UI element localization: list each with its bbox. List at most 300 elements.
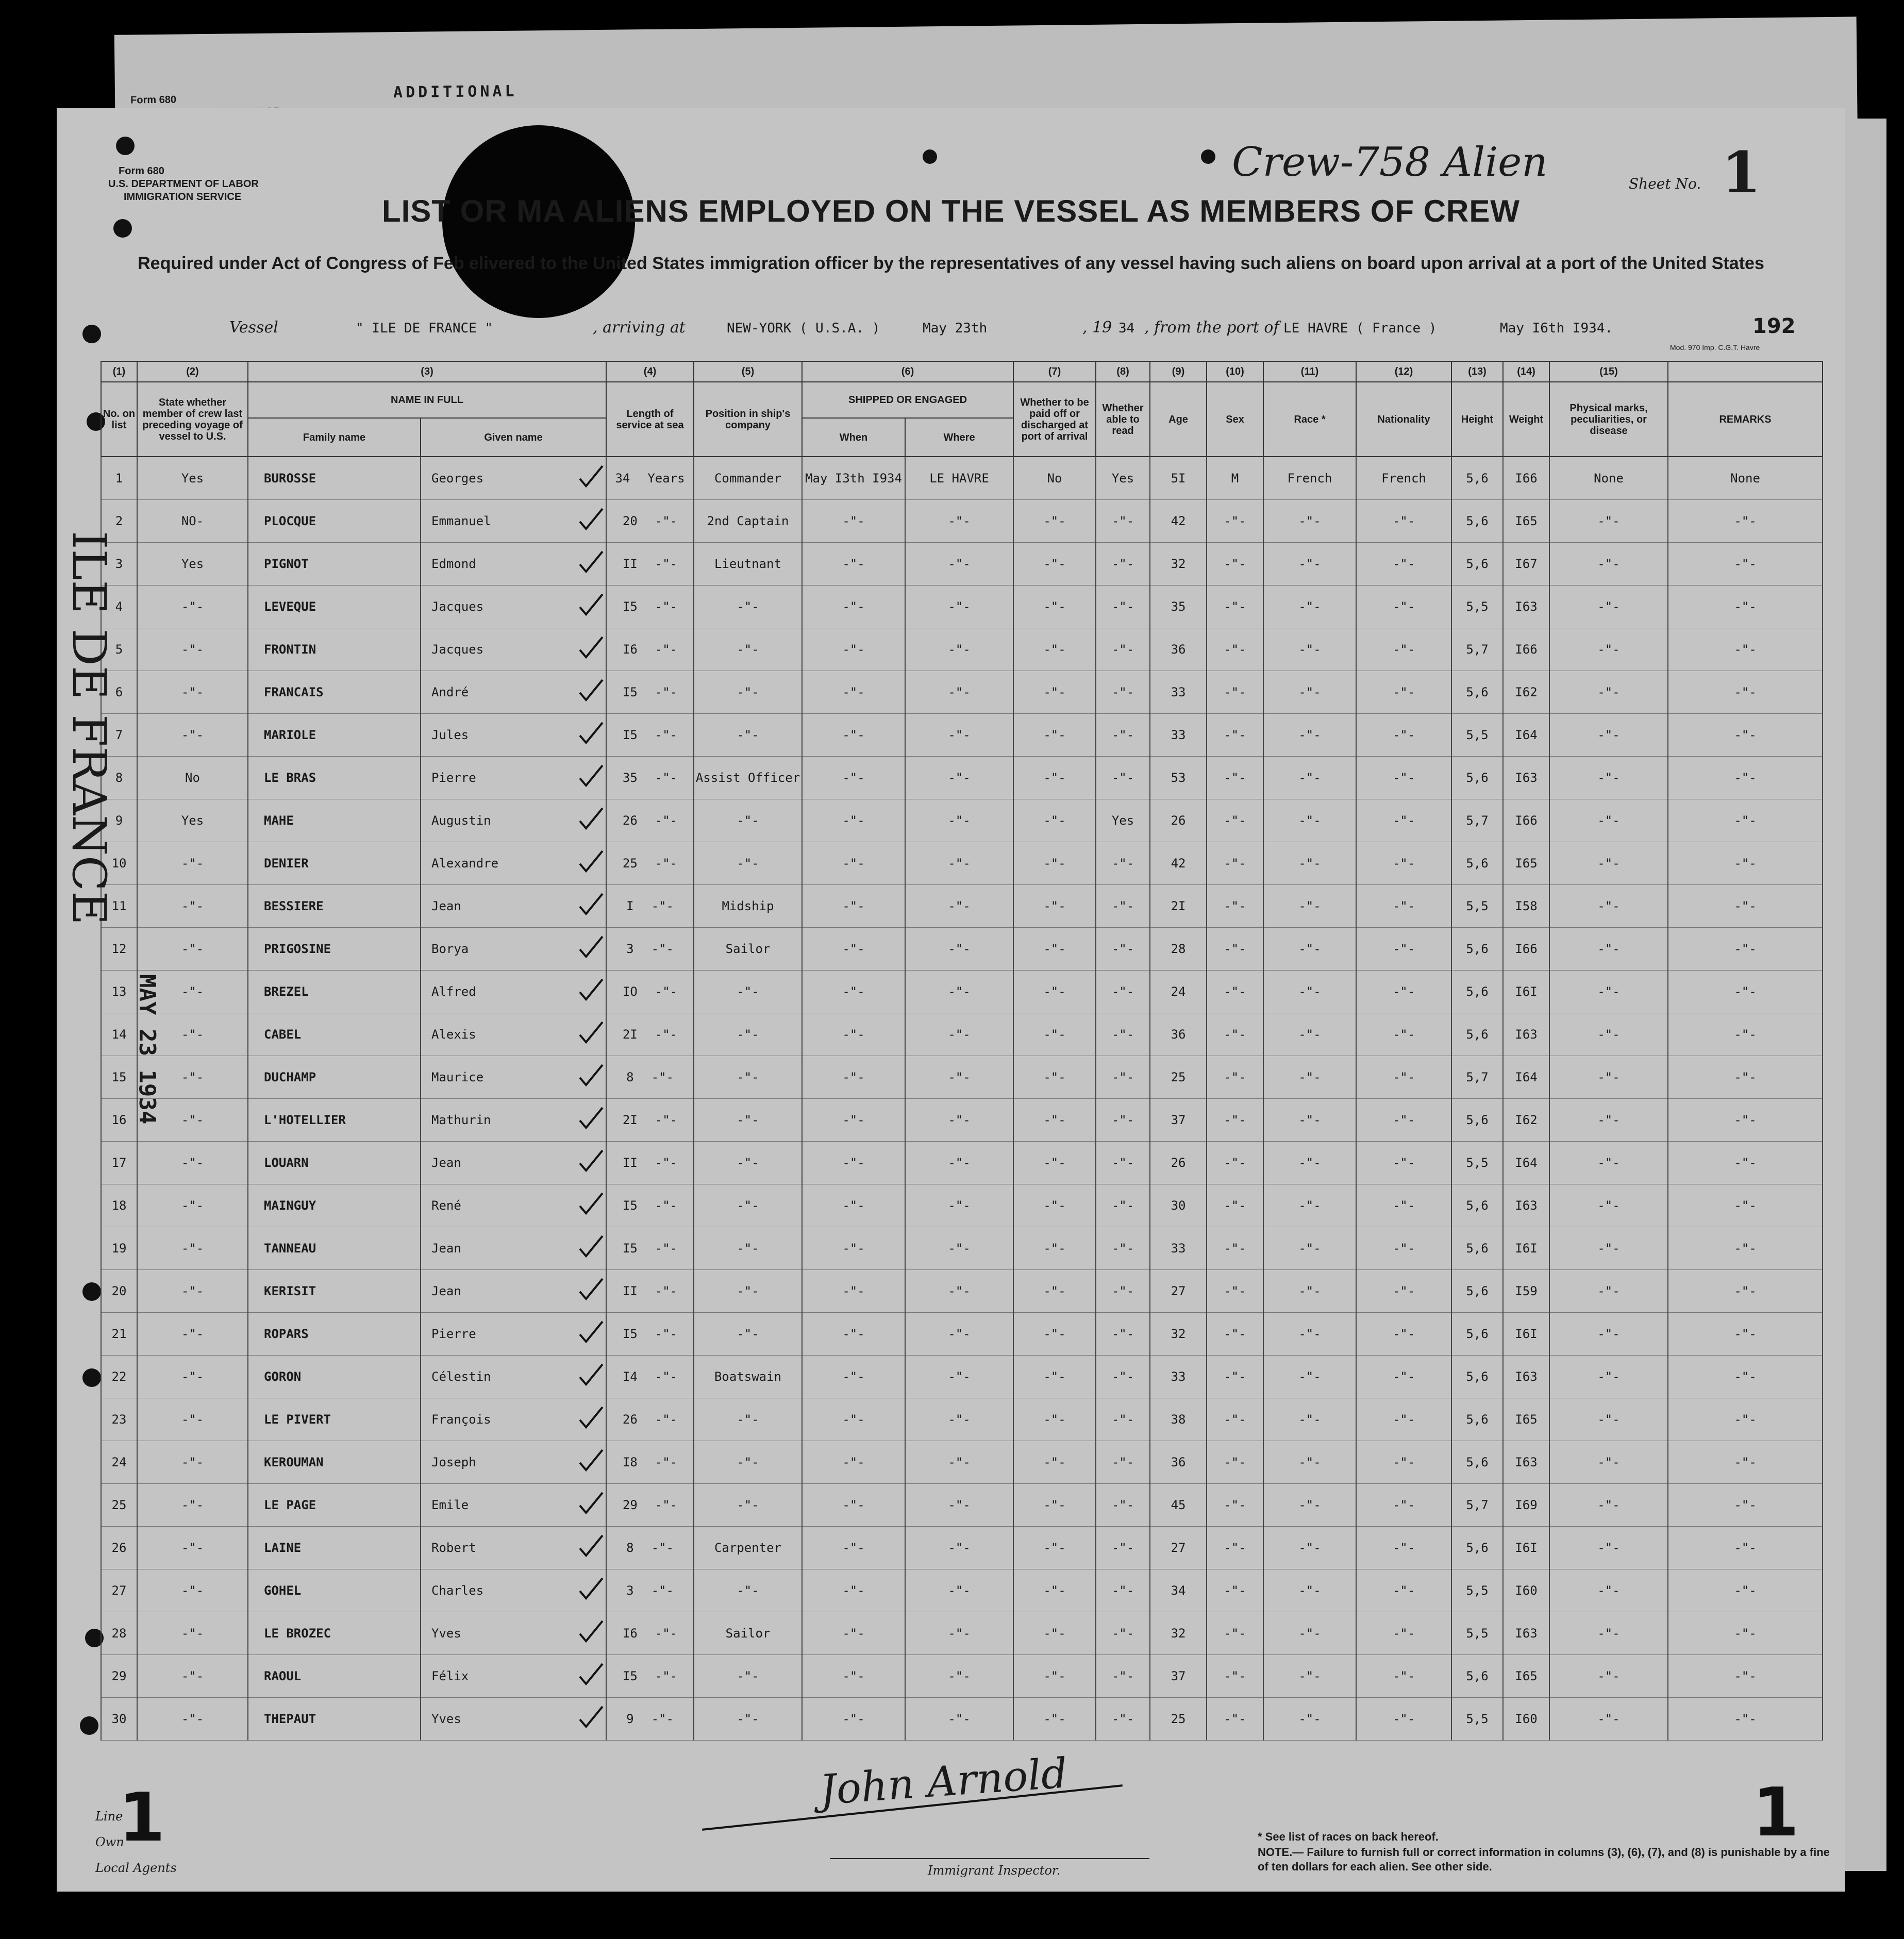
height-cell [1451, 586, 1503, 628]
position-cell [694, 1527, 802, 1569]
age: 53 [1171, 771, 1186, 785]
service-length [606, 1184, 694, 1227]
race: -"- [1298, 685, 1321, 699]
col-num-8: (8) [1096, 361, 1150, 382]
table-row [101, 1569, 1823, 1612]
last-voyage-cell [137, 928, 248, 971]
age-cell [1150, 1441, 1207, 1484]
family-name-cell [248, 1313, 421, 1356]
list-number: 4 [115, 599, 123, 614]
age-cell [1150, 1184, 1207, 1227]
last-voyage-cell [137, 500, 248, 543]
shipped-where: -"- [948, 856, 971, 871]
given-name: Alexis [431, 1027, 476, 1042]
service-unit: -"- [655, 728, 678, 742]
race-cell [1263, 842, 1356, 885]
weight: I64 [1515, 728, 1538, 742]
family-name: PLOCQUE [264, 514, 316, 528]
list-number-cell [101, 1569, 137, 1612]
physical-marks: -"- [1597, 899, 1620, 913]
paid-off: -"- [1043, 942, 1066, 956]
height-cell [1451, 1056, 1503, 1099]
position-cell [694, 1313, 802, 1356]
table-row [101, 1484, 1823, 1527]
nationality: -"- [1392, 1412, 1415, 1427]
remarks-cell [1668, 1227, 1823, 1270]
able-to-read: -"- [1111, 557, 1134, 571]
nationality: -"- [1392, 856, 1415, 871]
able-to-read-cell [1096, 586, 1150, 628]
race-cell [1263, 1356, 1356, 1398]
checkmark-icon [578, 507, 604, 530]
family-name: MAINGUY [264, 1198, 316, 1213]
position: Lieutnant [714, 557, 782, 571]
physical-marks-cell [1549, 1398, 1668, 1441]
able-to-read: -"- [1111, 856, 1134, 871]
position: -"- [737, 1327, 759, 1341]
sex-cell [1207, 1612, 1263, 1655]
year-prefix: , 19 [1082, 319, 1112, 337]
last-voyage: Yes [181, 557, 204, 571]
family-name: MARIOLE [264, 728, 316, 742]
shipped-where-cell [905, 1569, 1013, 1612]
service-years: I6 [622, 642, 638, 657]
sex: -"- [1224, 1327, 1246, 1341]
inspector-label: Immigrant Inspector. [928, 1863, 1061, 1878]
able-to-read-cell [1096, 1013, 1150, 1056]
list-number: 19 [111, 1241, 127, 1256]
able-to-read-cell [1096, 714, 1150, 757]
physical-marks-cell [1549, 1227, 1668, 1270]
height: 5,6 [1466, 471, 1489, 486]
paid-off-cell [1013, 671, 1096, 714]
height-cell [1451, 714, 1503, 757]
physical-marks-cell [1549, 1142, 1668, 1184]
line-label: Line [95, 1809, 123, 1824]
position-cell [694, 628, 802, 671]
paid-off: -"- [1043, 856, 1066, 871]
shipped-when-cell [802, 885, 905, 928]
race: -"- [1298, 856, 1321, 871]
service-length [606, 928, 694, 971]
nationality: -"- [1392, 1327, 1415, 1341]
list-number: 1 [115, 471, 123, 486]
position-cell [694, 500, 802, 543]
last-voyage: Yes [181, 471, 204, 486]
service-years: I5 [622, 1327, 638, 1341]
position-cell [694, 799, 802, 842]
list-number-cell [101, 1184, 137, 1227]
physical-marks-cell [1549, 1313, 1668, 1356]
remarks: -"- [1734, 1113, 1757, 1127]
sex: -"- [1224, 856, 1246, 871]
age-cell [1150, 928, 1207, 971]
shipped-when-cell [802, 928, 905, 971]
height-cell [1451, 1270, 1503, 1313]
service-years: 8 [626, 1541, 634, 1555]
remarks: -"- [1734, 1284, 1757, 1298]
race-cell [1263, 1184, 1356, 1227]
table-row [101, 714, 1823, 757]
col-last-voyage: State whether member of crew last preceding voyage of vessel to U.S. [137, 382, 248, 457]
family-name-cell [248, 1184, 421, 1227]
shipped-when: -"- [842, 1369, 865, 1384]
col-able-read: Whether able to read [1096, 382, 1150, 457]
vessel-line [57, 314, 1845, 352]
height-cell [1451, 671, 1503, 714]
weight: I65 [1515, 1412, 1538, 1427]
form-number: Form 680 [119, 165, 164, 177]
service-years: II [622, 557, 638, 571]
table-row [101, 1313, 1823, 1356]
checkmark-icon [578, 636, 604, 659]
sex: -"- [1224, 1412, 1246, 1427]
physical-marks: -"- [1597, 1369, 1620, 1384]
given-name-cell [421, 1612, 606, 1655]
height: 5,6 [1466, 1369, 1489, 1384]
paid-off-cell [1013, 714, 1096, 757]
height: 5,6 [1466, 1241, 1489, 1256]
col-num-2: (2) [137, 361, 248, 382]
shipped-when: -"- [842, 1027, 865, 1042]
race: -"- [1298, 984, 1321, 999]
service-years: 25 [622, 856, 638, 871]
service-years: 2I [622, 1113, 638, 1127]
given-name: Borya [431, 942, 469, 956]
service-length [606, 671, 694, 714]
list-number: 26 [111, 1541, 127, 1555]
able-to-read: -"- [1111, 1455, 1134, 1469]
sheet-label: Sheet No. [1629, 175, 1701, 192]
weight-cell [1503, 500, 1549, 543]
service-length [606, 1612, 694, 1655]
paid-off-cell [1013, 500, 1096, 543]
race-cell [1263, 1398, 1356, 1441]
family-name-cell [248, 1698, 421, 1741]
col-num-12: (12) [1356, 361, 1451, 382]
shipped-where-cell [905, 586, 1013, 628]
list-number-cell [101, 1227, 137, 1270]
last-voyage: -"- [181, 942, 204, 956]
paid-off-cell [1013, 971, 1096, 1013]
weight-cell [1503, 628, 1549, 671]
service-years: 3 [626, 1583, 634, 1598]
family-name-cell [248, 1013, 421, 1056]
service-unit: -"- [655, 1241, 678, 1256]
weight-cell [1503, 586, 1549, 628]
physical-marks: -"- [1597, 1583, 1620, 1598]
weight: I63 [1515, 1198, 1538, 1213]
family-name-cell [248, 1655, 421, 1698]
nationality-cell [1356, 1099, 1451, 1142]
able-to-read: -"- [1111, 1070, 1134, 1084]
shipped-where: -"- [948, 1027, 971, 1042]
table-row [101, 1142, 1823, 1184]
remarks: -"- [1734, 728, 1757, 742]
given-name-cell [421, 1569, 606, 1612]
physical-marks: -"- [1597, 1498, 1620, 1512]
given-name-cell [421, 1184, 606, 1227]
race-cell [1263, 1013, 1356, 1056]
race: -"- [1298, 1626, 1321, 1641]
remarks-cell [1668, 1013, 1823, 1056]
height: 5,5 [1466, 728, 1489, 742]
family-name-cell [248, 1527, 421, 1569]
family-name-cell [248, 842, 421, 885]
sex-cell [1207, 1142, 1263, 1184]
col-num-9: (9) [1150, 361, 1207, 382]
service-years: I8 [622, 1455, 638, 1469]
last-voyage-cell [137, 1227, 248, 1270]
able-to-read-cell [1096, 1142, 1150, 1184]
paid-off: -"- [1043, 1156, 1066, 1170]
col-weight: Weight [1503, 382, 1549, 457]
sex: -"- [1224, 1455, 1246, 1469]
remarks-cell [1668, 671, 1823, 714]
given-name-cell [421, 1056, 606, 1099]
shipped-where-cell [905, 1441, 1013, 1484]
weight: I63 [1515, 1455, 1538, 1469]
race: -"- [1298, 1198, 1321, 1213]
service-years: I5 [622, 728, 638, 742]
remarks: -"- [1734, 1412, 1757, 1427]
physical-marks-cell [1549, 628, 1668, 671]
sex-cell [1207, 1698, 1263, 1741]
able-to-read-cell [1096, 457, 1150, 500]
weight-cell [1503, 1484, 1549, 1527]
shipped-where-cell [905, 1356, 1013, 1398]
from-port: LE HAVRE ( France ) [1283, 321, 1437, 336]
given-name: Jacques [431, 599, 484, 614]
given-name-cell [421, 628, 606, 671]
last-voyage: -"- [181, 1198, 204, 1213]
paid-off-cell [1013, 1698, 1096, 1741]
age: 33 [1171, 685, 1186, 699]
nationality-cell [1356, 1227, 1451, 1270]
remarks-cell [1668, 543, 1823, 586]
nationality-cell [1356, 457, 1451, 500]
remarks: -"- [1734, 685, 1757, 699]
checkmark-icon [578, 678, 604, 701]
height: 5,6 [1466, 1027, 1489, 1042]
remarks: -"- [1734, 899, 1757, 913]
inspector-signature: John Arnold [818, 1749, 1069, 1814]
age-cell [1150, 1142, 1207, 1184]
last-voyage: -"- [181, 1712, 204, 1726]
remarks-cell [1668, 500, 1823, 543]
height: 5,5 [1466, 899, 1489, 913]
shipped-where: -"- [948, 1284, 971, 1298]
service-unit: -"- [655, 813, 678, 828]
col-where: Where [905, 418, 1013, 457]
checkmark-icon [578, 593, 604, 616]
paid-off-cell [1013, 1227, 1096, 1270]
age-cell [1150, 1655, 1207, 1698]
physical-marks: -"- [1597, 728, 1620, 742]
physical-marks: -"- [1597, 642, 1620, 657]
given-name: Jules [431, 728, 469, 742]
nationality: -"- [1392, 599, 1415, 614]
family-name: FRONTIN [264, 642, 316, 657]
age-cell [1150, 1099, 1207, 1142]
remarks-cell [1668, 586, 1823, 628]
list-number-cell [101, 1698, 137, 1741]
col-num-1: (1) [101, 361, 137, 382]
able-to-read: -"- [1111, 685, 1134, 699]
weight: I66 [1515, 813, 1538, 828]
race: -"- [1298, 1712, 1321, 1726]
nationality-cell [1356, 1356, 1451, 1398]
sex-cell [1207, 799, 1263, 842]
remarks-cell [1668, 1270, 1823, 1313]
service-unit: -"- [651, 1583, 674, 1598]
last-voyage-cell [137, 1142, 248, 1184]
able-to-read-cell [1096, 1612, 1150, 1655]
age-cell [1150, 1398, 1207, 1441]
crew-table [101, 361, 1823, 1741]
height-cell [1451, 543, 1503, 586]
paid-off: -"- [1043, 1541, 1066, 1555]
height: 5,6 [1466, 1541, 1489, 1555]
age: 36 [1171, 1455, 1186, 1469]
race-cell [1263, 1227, 1356, 1270]
nationality-cell [1356, 885, 1451, 928]
position-cell [694, 1227, 802, 1270]
weight: I63 [1515, 771, 1538, 785]
shipped-when: -"- [842, 771, 865, 785]
list-number: 8 [115, 771, 123, 785]
given-name-cell [421, 500, 606, 543]
last-voyage: -"- [181, 728, 204, 742]
paid-off-cell [1013, 1612, 1096, 1655]
family-name: KERISIT [264, 1284, 316, 1298]
weight: I65 [1515, 1669, 1538, 1683]
sex: -"- [1224, 1541, 1246, 1555]
weight-cell [1503, 1227, 1549, 1270]
race-cell [1263, 1270, 1356, 1313]
service-length [606, 757, 694, 799]
family-name-cell [248, 1356, 421, 1398]
shipped-when-cell [802, 1184, 905, 1227]
checkmark-icon [578, 978, 604, 1001]
table-row [101, 628, 1823, 671]
weight: I60 [1515, 1712, 1538, 1726]
sex-cell [1207, 757, 1263, 799]
shipped-where: -"- [948, 1198, 971, 1213]
remarks: -"- [1734, 813, 1757, 828]
family-name: LE PAGE [264, 1498, 316, 1512]
departure-date: May I6th I934. [1500, 321, 1613, 336]
nationality: -"- [1392, 1113, 1415, 1127]
last-voyage: NO- [181, 514, 204, 528]
table-row [101, 671, 1823, 714]
shipped-when: May I3th I934 [805, 471, 902, 486]
given-name: André [431, 685, 469, 699]
shipped-when-cell [802, 1313, 905, 1356]
service-unit: -"- [655, 1669, 678, 1683]
nationality: -"- [1392, 1027, 1415, 1042]
checkmark-icon [578, 1491, 604, 1514]
shipped-where: -"- [948, 1369, 971, 1384]
checkmark-icon [578, 1662, 604, 1685]
nationality-cell [1356, 1655, 1451, 1698]
sex-cell [1207, 714, 1263, 757]
last-voyage: -"- [181, 984, 204, 999]
height-cell [1451, 971, 1503, 1013]
height: 5,6 [1466, 685, 1489, 699]
weight-cell [1503, 799, 1549, 842]
col-age: Age [1150, 382, 1207, 457]
service-years: II [622, 1284, 638, 1298]
sex-cell [1207, 1184, 1263, 1227]
age-cell [1150, 971, 1207, 1013]
race: -"- [1298, 1327, 1321, 1341]
col-position: Position in ship's company [694, 382, 802, 457]
paid-off: -"- [1043, 1327, 1066, 1341]
family-name-cell [248, 799, 421, 842]
checkmark-icon [578, 1192, 604, 1215]
shipped-where-cell [905, 971, 1013, 1013]
physical-marks-cell [1549, 457, 1668, 500]
sex-cell [1207, 586, 1263, 628]
physical-marks: -"- [1597, 942, 1620, 956]
table-row [101, 1398, 1823, 1441]
nationality-cell [1356, 1313, 1451, 1356]
service-unit: -"- [655, 1498, 678, 1512]
nationality: -"- [1392, 771, 1415, 785]
weight: I63 [1515, 1027, 1538, 1042]
sex: -"- [1224, 1626, 1246, 1641]
sex-cell [1207, 1484, 1263, 1527]
shipped-when-cell [802, 1099, 905, 1142]
physical-marks: -"- [1597, 685, 1620, 699]
service-unit: -"- [651, 942, 674, 956]
paid-off-cell [1013, 1056, 1096, 1099]
last-voyage-cell [137, 671, 248, 714]
service-unit: -"- [651, 1070, 674, 1084]
paid-off-cell [1013, 1099, 1096, 1142]
col-family-name: Family name [248, 418, 421, 457]
given-name-cell [421, 1398, 606, 1441]
position: -"- [737, 1156, 759, 1170]
paid-off: -"- [1043, 1412, 1066, 1427]
list-number-cell [101, 1398, 137, 1441]
remarks-cell [1668, 1698, 1823, 1741]
shipped-when-cell [802, 586, 905, 628]
age: 32 [1171, 1626, 1186, 1641]
given-name: François [431, 1412, 491, 1427]
able-to-read-cell [1096, 1484, 1150, 1527]
age: 37 [1171, 1669, 1186, 1683]
family-name: TANNEAU [264, 1241, 316, 1256]
sex-cell [1207, 1441, 1263, 1484]
sex: -"- [1224, 1113, 1246, 1127]
age-cell [1150, 1270, 1207, 1313]
col-num-3: (3) [248, 361, 606, 382]
checkmark-icon [578, 1577, 604, 1600]
shipped-when-cell [802, 1655, 905, 1698]
service-length [606, 971, 694, 1013]
height: 5,6 [1466, 1284, 1489, 1298]
table-row [101, 1227, 1823, 1270]
able-to-read-cell [1096, 1184, 1150, 1227]
nationality-cell [1356, 1698, 1451, 1741]
shipped-where-cell [905, 1184, 1013, 1227]
age-cell [1150, 628, 1207, 671]
weight-cell [1503, 928, 1549, 971]
last-voyage: -"- [181, 1327, 204, 1341]
age-cell [1150, 1569, 1207, 1612]
